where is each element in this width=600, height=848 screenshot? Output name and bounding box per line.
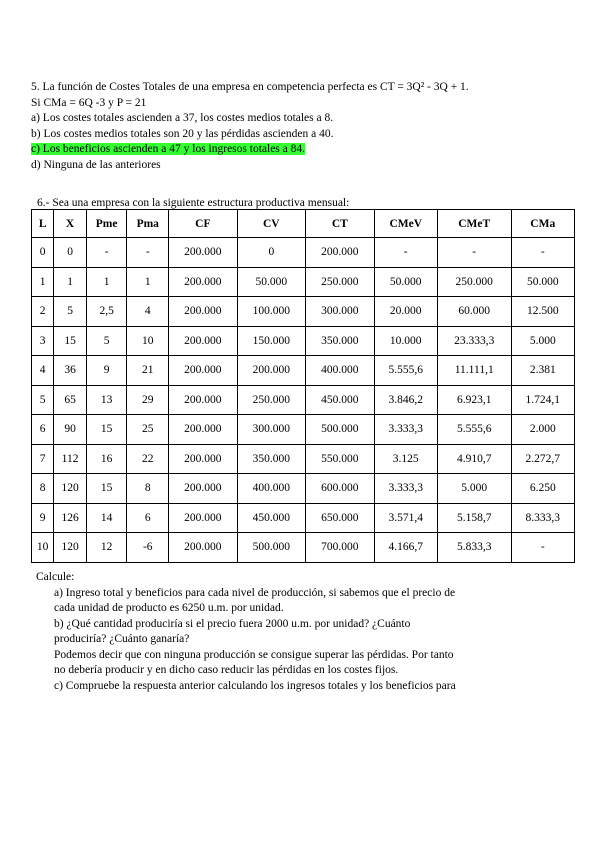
table-cell: 2.000 <box>511 415 574 445</box>
table-cell: 10.000 <box>374 326 437 356</box>
table-cell: 200.000 <box>169 297 237 327</box>
table-cell: 50.000 <box>511 267 574 297</box>
question-5-condition: Si CMa = 6Q -3 y P = 21 <box>31 96 147 109</box>
table-row <box>32 474 575 504</box>
column-header: X <box>54 210 87 238</box>
table-cell: 200.000 <box>306 238 374 268</box>
table-row <box>32 533 575 563</box>
table-cell: 1.724,1 <box>511 385 574 415</box>
table-cell: 200.000 <box>169 238 237 268</box>
calc-line: cada unidad de producto es 6250 u.m. por unidad. <box>54 602 284 614</box>
table-row <box>32 356 575 386</box>
table-cell: 3 <box>32 326 54 356</box>
table-cell: 4.910,7 <box>437 444 511 474</box>
calc-line: c) Compruebe la respuesta anterior calculando los ingresos totales y los beneficios para <box>54 679 456 692</box>
column-header: CMa <box>511 210 574 238</box>
column-header: CV <box>237 210 305 238</box>
table-body <box>32 238 575 563</box>
table-cell: 200.000 <box>169 267 237 297</box>
table-cell: 90 <box>54 415 87 445</box>
table-cell: 5 <box>32 385 54 415</box>
table-cell: - <box>127 238 169 268</box>
table-cell: 7 <box>32 444 54 474</box>
table-cell: - <box>511 238 574 268</box>
table-cell: 11.111,1 <box>437 356 511 386</box>
table-cell: 25 <box>127 415 169 445</box>
table-cell: 3.333,3 <box>374 415 437 445</box>
option-d: d) Ninguna de las anteriores <box>31 158 161 171</box>
table-cell: 112 <box>54 444 87 474</box>
table-cell: 1 <box>32 267 54 297</box>
table-cell: 65 <box>54 385 87 415</box>
table-cell: 200.000 <box>169 415 237 445</box>
table-cell: 4.166,7 <box>374 533 437 563</box>
table-cell: 1 <box>54 267 87 297</box>
table-cell: 350.000 <box>237 444 305 474</box>
table-cell: 36 <box>54 356 87 386</box>
table-cell: 9 <box>86 356 127 386</box>
table-cell: 150.000 <box>237 326 305 356</box>
table-cell: - <box>511 533 574 563</box>
table-cell: 23.333,3 <box>437 326 511 356</box>
table-cell: 650.000 <box>306 503 374 533</box>
table-cell: 8.333,3 <box>511 503 574 533</box>
table-cell: 5.000 <box>437 474 511 504</box>
calc-line: a) Ingreso total y beneficios para cada nivel de producción, si sabemos que el precio de <box>54 586 456 599</box>
table-cell: 5.555,6 <box>374 356 437 386</box>
table-cell: 10 <box>127 326 169 356</box>
table-cell: 500.000 <box>306 415 374 445</box>
table-cell: 350.000 <box>306 326 374 356</box>
option-c-highlighted: c) Los beneficios ascienden a 47 y los ingresos totales a 84. <box>31 143 306 155</box>
calc-line: b) ¿Qué cantidad produciría si el precio fuera 2000 u.m. por unidad? ¿Cuánto <box>54 617 411 630</box>
column-header: L <box>32 210 54 238</box>
table-cell: 8 <box>127 474 169 504</box>
table-cell: 12.500 <box>511 297 574 327</box>
table-row <box>32 503 575 533</box>
production-table <box>31 209 575 563</box>
calculation-section <box>36 570 456 694</box>
table-cell: 3.125 <box>374 444 437 474</box>
table-row <box>32 444 575 474</box>
calc-line: no debería producir y en dicho caso reducir las pérdidas en los costes fijos. <box>54 664 399 676</box>
table-cell: - <box>374 238 437 268</box>
table-row <box>32 297 575 327</box>
table-cell: 9 <box>32 503 54 533</box>
table-row <box>32 385 575 415</box>
table-cell: 250.000 <box>437 267 511 297</box>
table-cell: 120 <box>54 474 87 504</box>
calc-line: Podemos decir que con ninguna producción se consigue superar las pérdidas. Por tanto <box>54 648 454 661</box>
table-cell: 4 <box>32 356 54 386</box>
table-cell: 200.000 <box>169 356 237 386</box>
table-cell: 15 <box>86 474 127 504</box>
table-cell: 100.000 <box>237 297 305 327</box>
table-cell: 250.000 <box>306 267 374 297</box>
table-cell: 21 <box>127 356 169 386</box>
table-cell: 500.000 <box>237 533 305 563</box>
calc-line: produciría? ¿Cuánto ganaría? <box>54 633 190 645</box>
table-cell: 2.272,7 <box>511 444 574 474</box>
table-cell: - <box>86 238 127 268</box>
table-cell: 29 <box>127 385 169 415</box>
table-row <box>32 415 575 445</box>
column-header: CF <box>169 210 237 238</box>
table-cell: 4 <box>127 297 169 327</box>
table-cell: 16 <box>86 444 127 474</box>
table-cell: 5 <box>86 326 127 356</box>
table-header-row <box>32 210 575 238</box>
question-6-title: 6.- Sea una empresa con la siguiente estructura productiva mensual: <box>37 197 350 209</box>
table-cell: 12 <box>86 533 127 563</box>
table-cell: 13 <box>86 385 127 415</box>
table-cell: 400.000 <box>237 474 305 504</box>
table-cell: 0 <box>54 238 87 268</box>
table-cell: 60.000 <box>437 297 511 327</box>
table-cell: 5.555,6 <box>437 415 511 445</box>
table-cell: 200.000 <box>169 503 237 533</box>
table-cell: 400.000 <box>306 356 374 386</box>
table-cell: 6 <box>32 415 54 445</box>
table-row <box>32 267 575 297</box>
table-cell: 450.000 <box>306 385 374 415</box>
table-cell: 200.000 <box>169 385 237 415</box>
table-cell: 200.000 <box>169 326 237 356</box>
table-cell: - <box>437 238 511 268</box>
table-cell: 5.158,7 <box>437 503 511 533</box>
table-cell: 15 <box>54 326 87 356</box>
table-cell: 0 <box>237 238 305 268</box>
table-cell: 5 <box>54 297 87 327</box>
table-cell: 200.000 <box>169 533 237 563</box>
table-row <box>32 238 575 268</box>
column-header: CT <box>306 210 374 238</box>
table-cell: 200.000 <box>169 474 237 504</box>
question-5-statement: 5. La función de Costes Totales de una empresa en competencia perfecta es CT = 3Q² - 3Q + 1. <box>31 81 469 93</box>
table-cell: 2 <box>32 297 54 327</box>
table-cell: 300.000 <box>237 415 305 445</box>
column-header: Pme <box>86 210 127 238</box>
table-cell: 1 <box>86 267 127 297</box>
table-cell: 15 <box>86 415 127 445</box>
table-cell: 5.833,3 <box>437 533 511 563</box>
table-cell: 22 <box>127 444 169 474</box>
table-cell: 1 <box>127 267 169 297</box>
table-cell: 20.000 <box>374 297 437 327</box>
column-header: CMeT <box>437 210 511 238</box>
table-cell: 8 <box>32 474 54 504</box>
table-cell: 120 <box>54 533 87 563</box>
table-cell: 50.000 <box>374 267 437 297</box>
option-a: a) Los costes totales ascienden a 37, los costes medios totales a 8. <box>31 112 334 124</box>
table-cell: 450.000 <box>237 503 305 533</box>
table-cell: 2,5 <box>86 297 127 327</box>
column-header: Pma <box>127 210 169 238</box>
table-cell: 126 <box>54 503 87 533</box>
table-cell: 600.000 <box>306 474 374 504</box>
question-5 <box>31 80 469 173</box>
column-header: CMeV <box>374 210 437 238</box>
table-cell: 10 <box>32 533 54 563</box>
table-cell: -6 <box>127 533 169 563</box>
table-cell: 3.571,4 <box>374 503 437 533</box>
table-cell: 0 <box>32 238 54 268</box>
table-cell: 50.000 <box>237 267 305 297</box>
table-cell: 700.000 <box>306 533 374 563</box>
table-cell: 200.000 <box>169 444 237 474</box>
table-cell: 3.333,3 <box>374 474 437 504</box>
option-c-wrapper <box>31 142 469 158</box>
table-cell: 550.000 <box>306 444 374 474</box>
table-row <box>32 326 575 356</box>
table-cell: 200.000 <box>237 356 305 386</box>
table-cell: 300.000 <box>306 297 374 327</box>
table-cell: 14 <box>86 503 127 533</box>
table-cell: 250.000 <box>237 385 305 415</box>
table-cell: 6.923,1 <box>437 385 511 415</box>
calc-heading: Calcule: <box>36 571 75 583</box>
table-cell: 2.381 <box>511 356 574 386</box>
table-cell: 6 <box>127 503 169 533</box>
table-cell: 5.000 <box>511 326 574 356</box>
option-b: b) Los costes medios totales son 20 y las pérdidas ascienden a 40. <box>31 127 334 140</box>
table-cell: 3.846,2 <box>374 385 437 415</box>
table-cell: 6.250 <box>511 474 574 504</box>
